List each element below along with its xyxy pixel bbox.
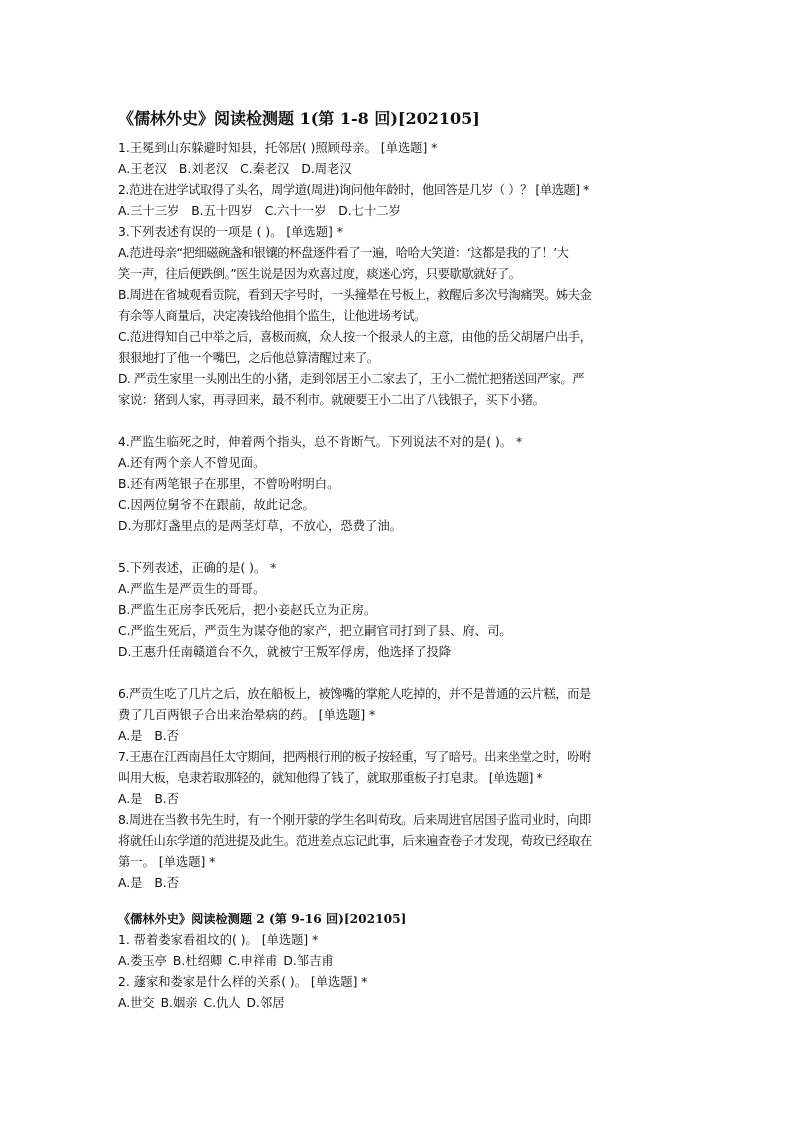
question-5-option-d[interactable]: D.王惠升任南赣道台不久，就被宁王叛军俘虏，他选择了投降 [118, 645, 452, 659]
option-a[interactable]: A.娄玉亭 [118, 954, 167, 968]
option-b[interactable]: B.五十四岁 [191, 204, 253, 218]
option-b[interactable]: B.姻亲 [160, 996, 198, 1010]
question-7-stem-line-2: 叫用大板，皂隶若取那轻的，就知他得了钱了，就取那重板子打皂隶。 [单选题] * [118, 771, 543, 785]
question-3-option-c-line-2: 狠狠地打了他一个嘴巴，之后他总算清醒过来了。 [118, 351, 379, 365]
question-3-option-b-line-1[interactable]: B.周进在省城观看贡院，看到天字号时，一头撞晕在号板上，救醒后多次号淘痛哭。姊夫金 [118, 288, 592, 302]
option-d[interactable]: D.周老汉 [301, 162, 352, 176]
question-4 [118, 432, 690, 537]
question-2 [118, 180, 690, 222]
question-8-stem-line-1: 8.周进在当教书先生时，有一个刚开蒙的学生名叫荀玫。后来周进官居国子监司业时，向即 [118, 813, 591, 827]
question-7-stem-line-1: 7.王惠在江西南昌任太守期间，把两根行刑的板子按轻重，写了暗号。出来坐堂之时，吩咐 [118, 750, 591, 764]
option-b[interactable]: B.杜绍卿 [172, 954, 223, 968]
option-c[interactable]: C.六十一岁 [264, 204, 327, 218]
question-3-option-b-line-2: 有余等人商量后，决定凑钱给他捐个监生，让他进场考试。 [118, 309, 427, 323]
question-7 [118, 747, 690, 810]
question-5-stem: 5.下列表述，正确的是( )。 * [118, 561, 277, 575]
option-yes[interactable]: A.是 [118, 876, 143, 890]
quiz1-body [118, 138, 690, 894]
question-6-options [118, 726, 690, 747]
question-1-stem: 1.王冕到山东躲避时知县，托邻居( )照顾母亲。 [单选题] * [118, 141, 438, 155]
question-1-options [118, 159, 690, 180]
option-c[interactable]: C.仇人 [203, 996, 241, 1010]
question-8-stem-line-2: 将就任山东学道的范进提及此生。范进差点忘记此事，后来遍查卷子才发现，荀玫已经取在 [118, 834, 592, 848]
option-c[interactable]: C.秦老汉 [240, 162, 290, 176]
question-7-options [118, 789, 690, 810]
question-8-stem-line-3: 第一。 [单选题] * [118, 855, 216, 869]
question-6 [118, 684, 690, 747]
question-3-option-d-line-1[interactable]: D. 严贡生家里一头刚出生的小猪，走到邻居王小二家去了，王小二慌忙把猪送回严家。严 [118, 372, 585, 386]
option-c[interactable]: C.申祥甫 [228, 954, 278, 968]
option-b[interactable]: B.刘老汉 [178, 162, 229, 176]
option-a[interactable]: A.世交 [118, 996, 155, 1010]
quiz2-question-1-options [118, 951, 690, 972]
question-6-stem-line-1: 6.严贡生吃了几片之后，放在船板上，被馋嘴的掌舵人吃掉的，并不是普通的云片糕，而是 [118, 687, 591, 701]
question-4-option-c[interactable]: C.因两位舅爷不在跟前，故此记念。 [118, 498, 315, 512]
question-5-option-a[interactable]: A.严监生是严贡生的哥哥。 [118, 582, 266, 596]
quiz2-title: 《儒林外史》阅读检测题 2 (第 9-16 回)[202105] [118, 912, 407, 926]
question-4-stem: 4.严监生临死之时，伸着两个指头，总不肯断气。下列说法不对的是( )。 * [118, 435, 523, 449]
option-a[interactable]: A.王老汉 [118, 162, 167, 176]
quiz2-question-2 [118, 972, 690, 1014]
blank-line [118, 411, 690, 432]
question-5-option-c[interactable]: C.严监生死后，严贡生为谋夺他的家产，把立嗣官司打到了县、府、司。 [118, 624, 512, 638]
option-yes[interactable]: A.是 [118, 792, 143, 806]
question-4-option-d[interactable]: D.为那灯盏里点的是两茎灯草，不放心，恐费了油。 [118, 519, 402, 533]
quiz2-question-1 [118, 930, 690, 972]
question-4-option-a[interactable]: A.还有两个亲人不曾见面。 [118, 456, 266, 470]
question-3 [118, 222, 690, 411]
quiz1-title: 《儒林外史》阅读检测题 1(第 1-8 回)[202105] [118, 109, 480, 128]
option-no[interactable]: B.否 [154, 792, 179, 806]
question-5-option-b[interactable]: B.严监生正房李氏死后，把小妾赵氏立为正房。 [118, 603, 377, 617]
quiz2-body [118, 930, 690, 1014]
question-3-option-d-line-2: 家说：猪到人家，再寻回来，最不利市。就硬要王小二出了八钱银子，买下小猪。 [118, 393, 545, 407]
question-1 [118, 138, 690, 180]
question-3-option-c-line-1[interactable]: C.范进得知自己中举之后，喜极而疯，众人按一个报录人的主意，由他的岳父胡屠户出手， [118, 330, 592, 344]
question-3-stem: 3.下列表述有误的一项是 ( )。 [单选题] * [118, 225, 343, 239]
question-3-option-a-line-2: 笑一声，往后便跌倒。”医生说是因为欢喜过度，痰迷心窍，只要歇歇就好了。 [118, 267, 521, 281]
option-d[interactable]: D.邻居 [246, 996, 285, 1010]
quiz2-question-2-options [118, 993, 690, 1014]
question-2-stem: 2.范进在进学试取得了头名，周学道(周进)询问他年龄时，他回答是几岁（ ）？ [单选题] * [118, 183, 589, 197]
option-d[interactable]: D.七十二岁 [338, 204, 401, 218]
option-no[interactable]: B.否 [154, 876, 179, 890]
quiz2-question-1-stem: 1. 帮着娄家看祖坟的( )。 [单选题] * [118, 933, 319, 947]
question-3-option-a-line-1[interactable]: A.范进母亲“把细磁碗盏和银镶的杯盘逐件看了一遍，哈哈大笑道：‘这都是我的了！’大 [118, 246, 569, 260]
blank-line [118, 537, 690, 558]
blank-line [118, 663, 690, 684]
question-4-option-b[interactable]: B.还有两笔银子在那里，不曾吩咐明白。 [118, 477, 340, 491]
option-d[interactable]: D.邹吉甫 [283, 954, 334, 968]
question-8 [118, 810, 690, 894]
option-no[interactable]: B.否 [154, 729, 179, 743]
question-2-options [118, 201, 690, 222]
quiz2-question-2-stem: 2. 蘧家和娄家是什么样的关系( )。 [单选题] * [118, 975, 368, 989]
question-6-stem-line-2: 费了几百两银子合出来治晕病的药。 [单选题] * [118, 708, 376, 722]
option-yes[interactable]: A.是 [118, 729, 143, 743]
question-5 [118, 558, 690, 663]
question-8-options [118, 873, 690, 894]
option-a[interactable]: A.三十三岁 [118, 204, 180, 218]
